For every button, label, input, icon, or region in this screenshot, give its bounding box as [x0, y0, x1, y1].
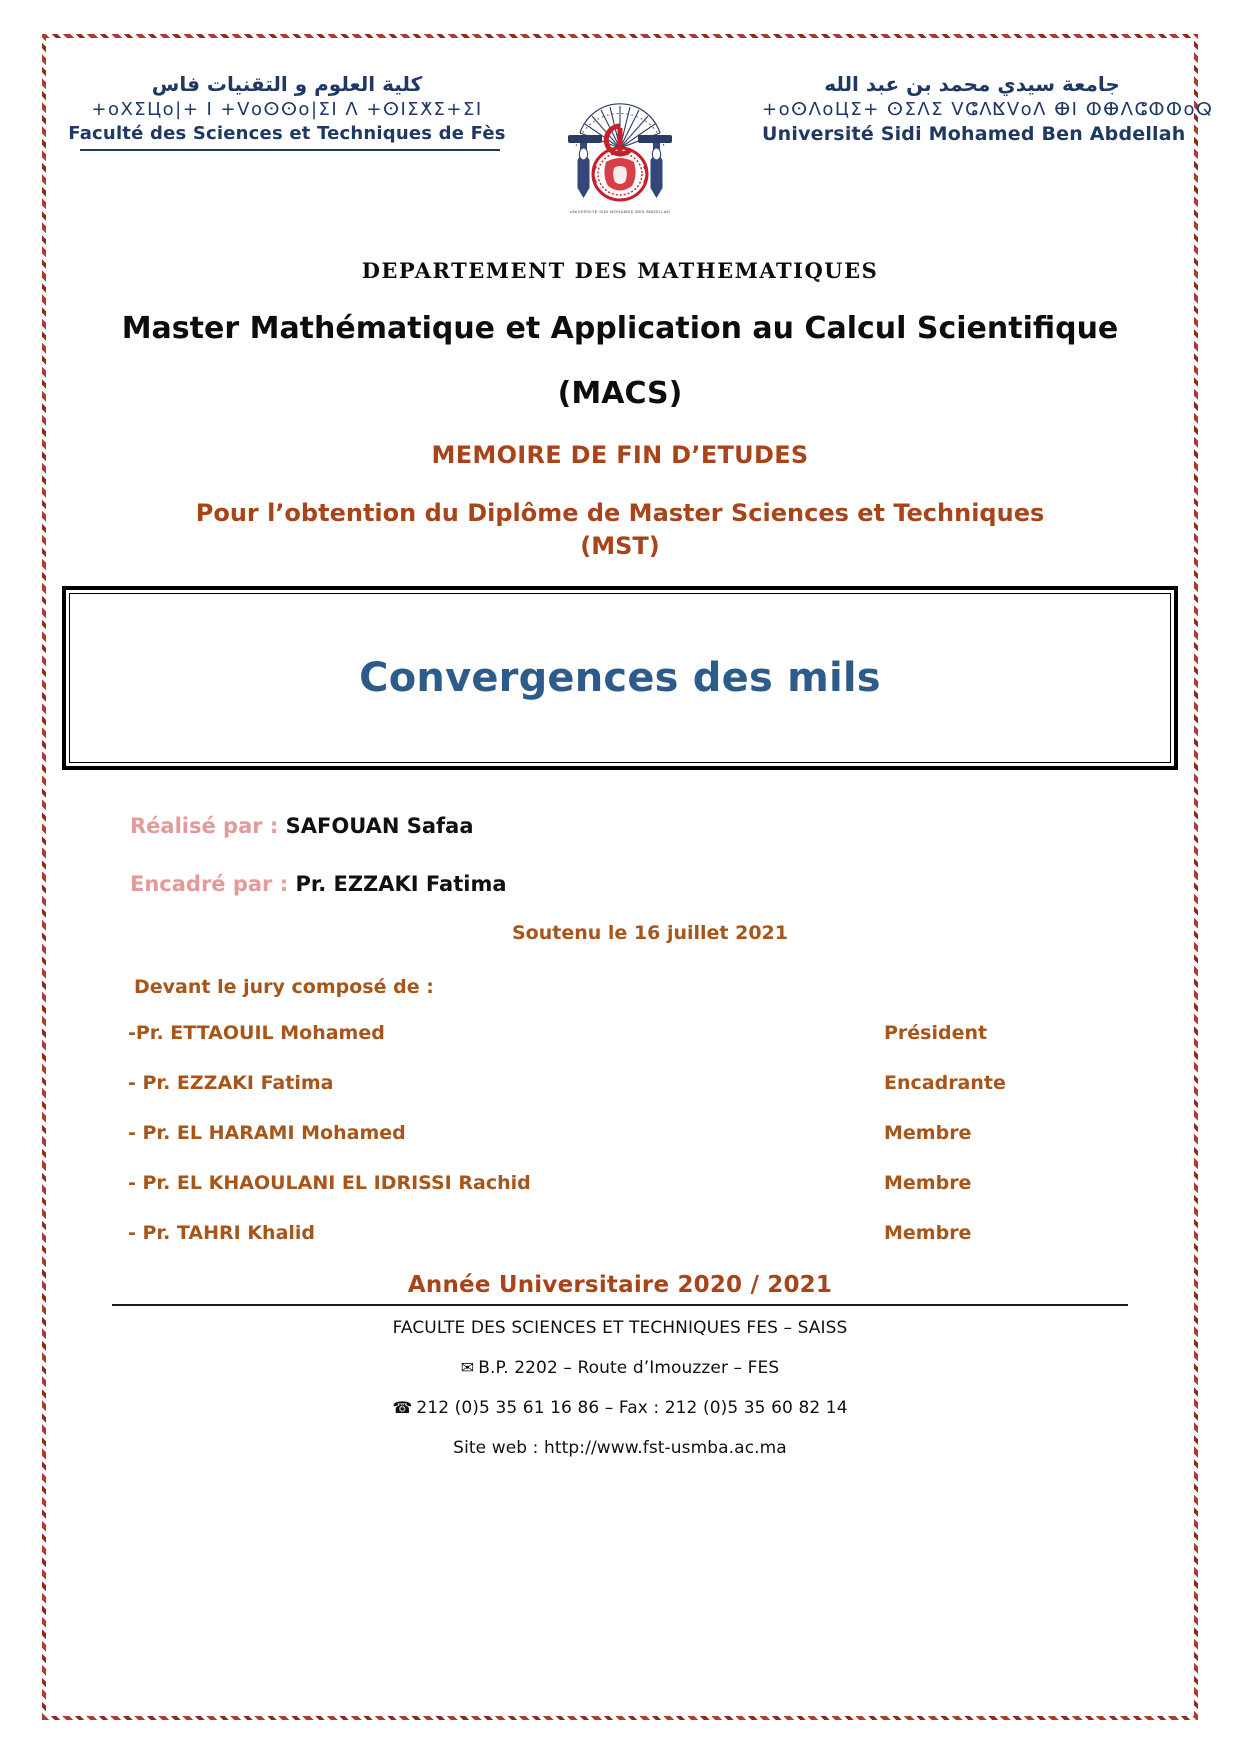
footer-institution: FACULTE DES SCIENCES ET TECHNIQUES FES – SAISS: [392, 1317, 848, 1338]
university-name-tifinagh: +oⵙⴷoЦƩ+ ⵙƩⴷƩ ⴸⵛⴷⴿⴸoⴷ ⴲI ⵀⴲⴷⵛⵀⵀoⵕ: [762, 99, 1214, 120]
jury-member-name: -Pr. ETTAOUIL Mohamed: [128, 1021, 385, 1044]
jury-row: [128, 1072, 1074, 1094]
academic-year: Année Universitaire 2020 / 2021: [407, 1271, 833, 1298]
jury-member-name: - Pr. EL KHAOULANI EL IDRISSI Rachid: [128, 1171, 531, 1194]
jury-member-role: Membre: [884, 1171, 972, 1194]
footer-phone: 212 (0)5 35 61 16 86 – Fax : 212 (0)5 35 60 82 14: [416, 1397, 848, 1418]
document-purpose: Pour l’obtention du Diplôme de Master Sciences et Techniques: [195, 498, 1045, 527]
document-purpose-acronym: (MST): [580, 531, 660, 560]
author-name: SAFOUAN Safaa: [285, 813, 474, 838]
faculty-name-tifinagh: +oⵝƩЦo|+ I +ⴸoⵙⵙo|ƩI ⴷ +ⵙIƩⵅƩ+ƩI: [91, 99, 483, 120]
footer-divider: [112, 1304, 1128, 1306]
footer-website: Site web : http://www.fst-usmba.ac.ma: [453, 1437, 787, 1458]
university-name-arabic: جامعة سيدي محمد بن عبد الله: [824, 72, 1120, 96]
footer-phone-line: [56, 1398, 1184, 1418]
usmba-coat-of-arms-icon: [558, 88, 682, 218]
telephone-icon: ☎: [392, 1397, 413, 1417]
jury-row: [128, 1222, 1074, 1244]
faculty-underline: [80, 149, 500, 151]
jury-row: [128, 1172, 1074, 1194]
program-name: Master Mathématique et Application au Calcul Scientifique: [121, 311, 1119, 346]
credits-section: [56, 814, 1184, 896]
jury-member-role: Président: [884, 1021, 988, 1044]
author-row: [130, 814, 1184, 838]
supervisor-label: Encadré par :: [130, 871, 296, 896]
page-footer: [56, 1318, 1184, 1458]
jury-member-name: - Pr. EL HARAMI Mohamed: [128, 1121, 406, 1144]
program-acronym: (MACS): [557, 375, 683, 411]
footer-address-line: [56, 1358, 1184, 1378]
university-name-french: Université Sidi Mohamed Ben Abdellah: [762, 122, 1186, 145]
footer-address: B.P. 2202 – Route d’Imouzzer – FES: [478, 1357, 780, 1378]
cover-page: [56, 50, 1214, 1704]
faculty-identity-block: [62, 72, 512, 151]
jury-row: [128, 1022, 1074, 1044]
faculty-name-french: Faculté des Sciences et Techniques de Fès: [68, 122, 506, 144]
defense-date: Soutenu le 16 juillet 2021: [511, 921, 788, 944]
page-header: [56, 72, 1214, 214]
thesis-title-box-inner: [69, 593, 1171, 763]
university-identity-block: [762, 72, 1214, 146]
jury-member-name: - Pr. TAHRI Khalid: [128, 1221, 316, 1244]
jury-member-name: - Pr. EZZAKI Fatima: [128, 1071, 334, 1094]
thesis-title: Convergences des mils: [359, 654, 881, 701]
thesis-title-box: [62, 586, 1178, 770]
faculty-name-arabic: كلية العلوم و التقنيات فاس: [151, 72, 423, 96]
jury-row: [128, 1122, 1074, 1144]
jury-member-role: Membre: [884, 1221, 972, 1244]
department-name: DEPARTEMENT DES MATHEMATIQUES: [361, 258, 879, 283]
envelope-icon: ✉: [460, 1357, 475, 1377]
author-label: Réalisé par :: [130, 813, 286, 838]
supervisor-name: Pr. EZZAKI Fatima: [295, 871, 507, 896]
jury-member-role: Membre: [884, 1121, 972, 1144]
jury-member-role: Encadrante: [884, 1071, 1006, 1094]
jury-list: [56, 1022, 1184, 1244]
supervisor-row: [130, 872, 1184, 896]
jury-intro: Devant le jury composé de :: [134, 975, 434, 998]
document-type: MEMOIRE DE FIN D’ETUDES: [431, 440, 809, 469]
logo-caption: UNIVERSITE SIDI MOHAMED BEN ABDELLAH: [569, 209, 671, 214]
